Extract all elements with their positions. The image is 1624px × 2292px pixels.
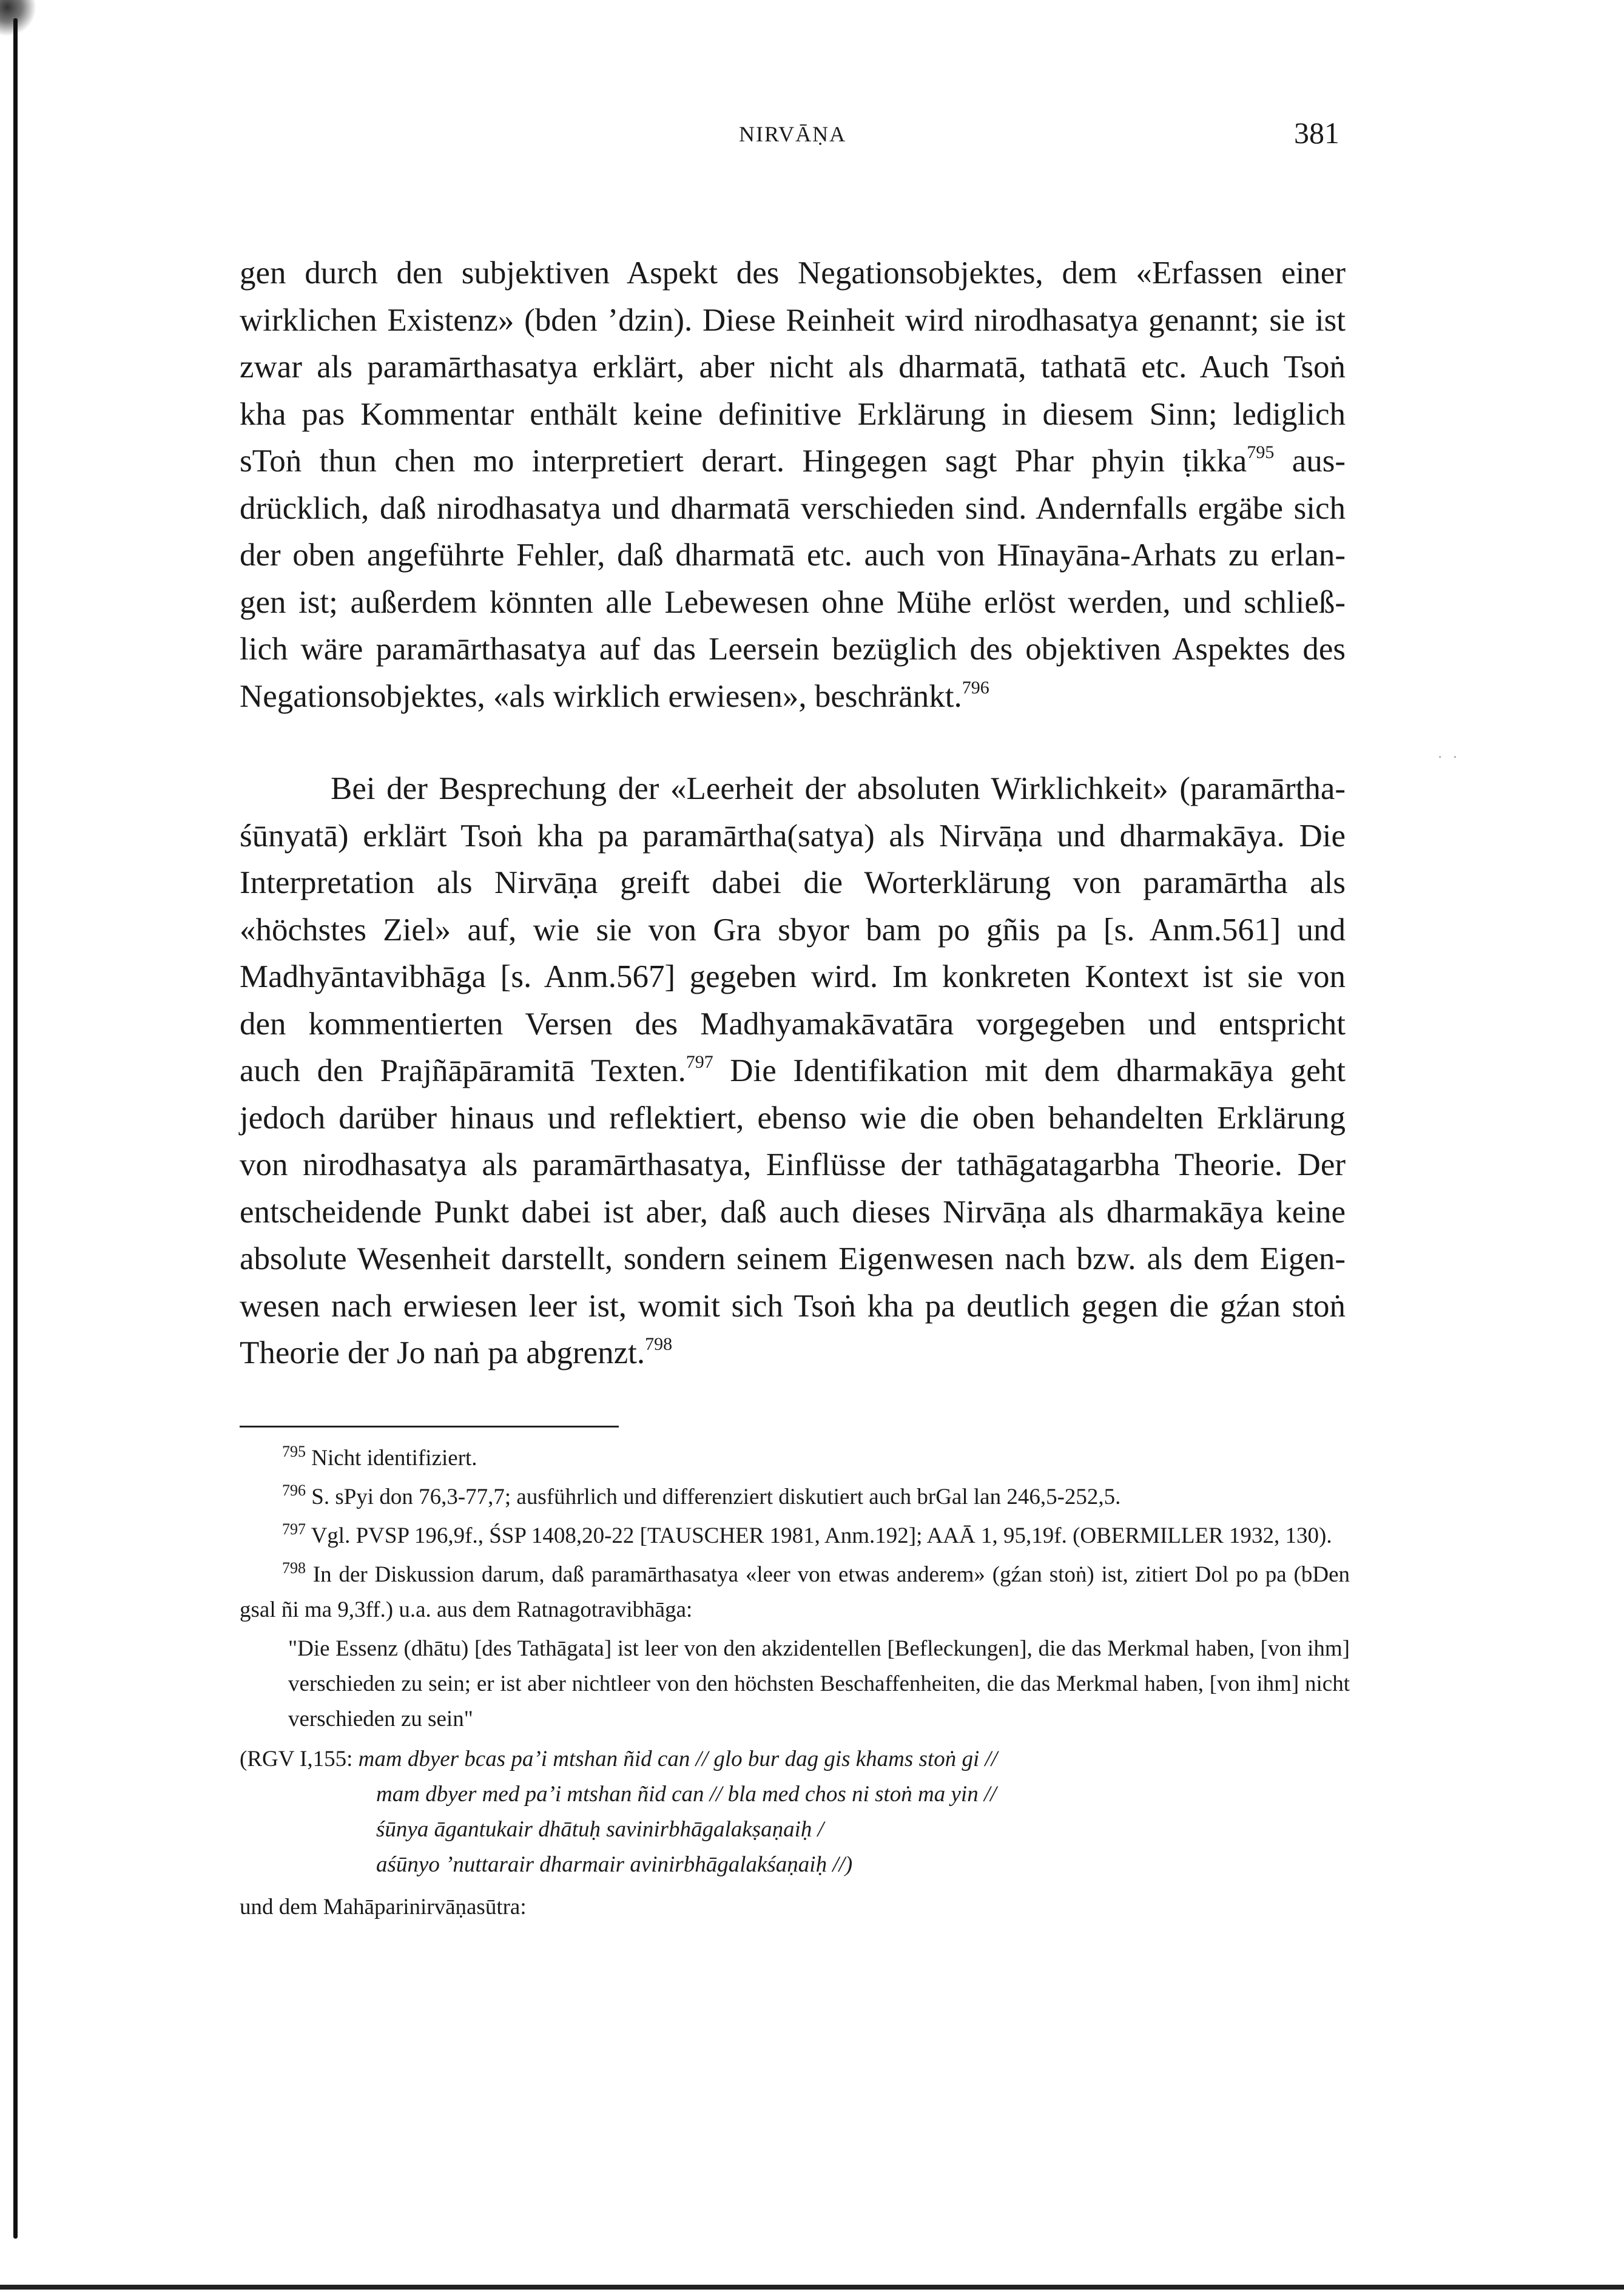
scan-speckle: · ·	[1438, 749, 1461, 764]
text-line: drücklich, daß nirodhasatya und dharmatā verschieden sind. Andernfalls ergäbe sich	[240, 490, 1346, 526]
text-line: Interpretation als Nirvāṇa greift dabei die Worterklärung von paramārtha als	[240, 865, 1346, 900]
footnote-ref-795[interactable]: 795	[1247, 442, 1275, 462]
text-line: jedoch darüber hinaus und reflektiert, ebenso wie die oben behandelten Erklärung	[240, 1100, 1346, 1136]
rgv-verse-line: mam dbyer bcas pa’i mtshan ñid can // glo bur dag gis khams stoṅ gi //	[358, 1747, 998, 1771]
text-line: gen durch den subjektiven Aspekt des Negationsobjektes, dem «Erfassen einer	[240, 255, 1346, 291]
text-line: von nirodhasatya als paramārthasatya, Einflüsse der tathāgatagarbha Theorie. Der	[240, 1147, 1346, 1182]
footnote-ref-796[interactable]: 796	[962, 677, 989, 698]
text-line-with-footnote: sToṅ thun chen mo interpretiert derart. Hingegen sagt Phar phyin ṭikka$^{795}$ aus-	[240, 442, 1346, 479]
footnotes	[240, 1441, 1350, 1947]
page-number: 381	[1294, 116, 1339, 150]
rgv-verse-line: mam dbyer med pa’i mtshan ñid can // bla med chos ni stoṅ ma yin //	[376, 1782, 997, 1807]
text-line: zwar als paramārthasatya erklärt, aber nicht als dharmatā, tathatā etc. Auch Tsoṅ	[240, 349, 1346, 385]
footnote-ref-797[interactable]: 797	[686, 1052, 713, 1072]
text-line: der oben angeführte Fehler, daß dharmatā etc. auch von Hīnayāna-Arhats zu erlan-	[240, 538, 1346, 573]
text-line: den kommentierten Versen des Madhyamakāvatāra vorgegeben und entspricht	[240, 1006, 1346, 1042]
text-line: wirklichen Existenz» (bden ’dzin). Diese Reinheit wird nirodhasatya genannt; sie ist	[240, 302, 1346, 338]
text-line: gen ist; außerdem könnten alle Lebewesen ohne Mühe erlöst werden, und schließ-	[240, 584, 1346, 620]
rgv-verse-line: aśūnyo ’nuttarair dharmair avinirbhāgalakśaṇaiḥ //)	[376, 1852, 853, 1877]
page-header	[0, 115, 1624, 152]
text-line: «höchstes Ziel» auf, wie sie von Gra sbyor bam po gñis pa [s. Anm.561] und	[240, 912, 1346, 948]
scan-edge-shadow	[0, 0, 36, 36]
rgv-citation	[240, 1742, 1350, 1882]
text-line: Bei der Besprechung der «Leerheit der absoluten Wirklichkeit» (paramārtha-	[331, 771, 1346, 806]
footnote-separator	[240, 1426, 619, 1427]
rgv-verse-line: śūnya āgantukair dhātuḥ savinirbhāgalakṣaṇaiḥ /	[376, 1817, 824, 1842]
scan-binding-edge	[13, 18, 18, 2239]
text-line-with-footnote: Theorie der Jo naṅ pa abgrenzt.$^{798}$	[240, 1334, 673, 1370]
footnote-797: $^{797}$ Vgl. PVSP 196,9f., ŚSP 1408,20-22 [TAUSCHER 1981, Anm.192]; AAĀ 1, 95,19f. (OBERMILLER 1932, 130).	[282, 1520, 1332, 1548]
text-line: kha pas Kommentar enthält keine definitive Erklärung in diesem Sinn; lediglich	[240, 396, 1346, 432]
paragraph-2	[240, 766, 1346, 1377]
text-line-with-footnote: auch den Prajñāpāramitā Texten.$^{797}$ Die Identifikation mit dem dharmakāya geht	[240, 1052, 1346, 1088]
footnote-798-quote: "Die Essenz (dhātu) [des Tathāgata] ist leer von den akzidentellen [Befleckungen], die das Merkmal haben, [von ihm] verschieden zu sein; er ist aber nichtleer von den höchsten Beschaffenheiten, die das Merkmal haben, [von ihm] nicht verschieden zu sein"	[288, 1636, 1350, 1731]
text-line-with-footnote: Negationsobjektes, «als wirklich erwiesen», beschränkt.$^{796}$	[240, 677, 989, 714]
text-line: entscheidende Punkt dabei ist aber, daß auch dieses Nirvāṇa als dharmakāya keine	[240, 1194, 1346, 1230]
running-title: NIRVĀṆA	[739, 122, 847, 146]
footnote-795: $^{795}$ Nicht identifiziert.	[282, 1443, 477, 1471]
footnote-796: $^{796}$ S. sPyi don 76,3-77,7; ausführlich und differenziert diskutiert auch brGal lan 246,5-252,5.	[282, 1481, 1121, 1509]
text-line: lich wäre paramārthasatya auf das Leersein bezüglich des objektiven Aspektes des	[240, 632, 1346, 667]
footnote-ref-798[interactable]: 798	[645, 1334, 673, 1354]
rgv-prefix: (RGV I,155:	[240, 1747, 359, 1771]
scan-bottom-edge	[0, 2285, 1624, 2290]
text-line: absolute Wesenheit darstellt, sondern seinem Eigenwesen nach bzw. als dem Eigen-	[240, 1241, 1346, 1276]
text-line: wesen nach erwiesen leer ist, womit sich Tsoṅ kha pa deutlich gegen die gźan stoṅ	[240, 1288, 1346, 1324]
text-line: śūnyatā) erklärt Tsoṅ kha pa paramārtha(satya) als Nirvāṇa und dharmakāya. Die	[240, 818, 1346, 854]
footnote-798-closing: und dem Mahāparinirvāṇasūtra:	[240, 1895, 527, 1920]
text-line: Madhyāntavibhāga [s. Anm.567] gegeben wird. Im konkreten Kontext ist sie von	[240, 959, 1346, 994]
footnote-798: $^{798}$ In der Diskussion darum, daß paramārthasatya «leer von etwas anderem» (gźan stoṅ) ist, zitiert Dol po pa (bDen gsal ñi ma 9,3ff.) u.a. aus dem Ratnagotravibhāga:	[240, 1559, 1350, 1622]
paragraph-1	[240, 250, 1346, 720]
